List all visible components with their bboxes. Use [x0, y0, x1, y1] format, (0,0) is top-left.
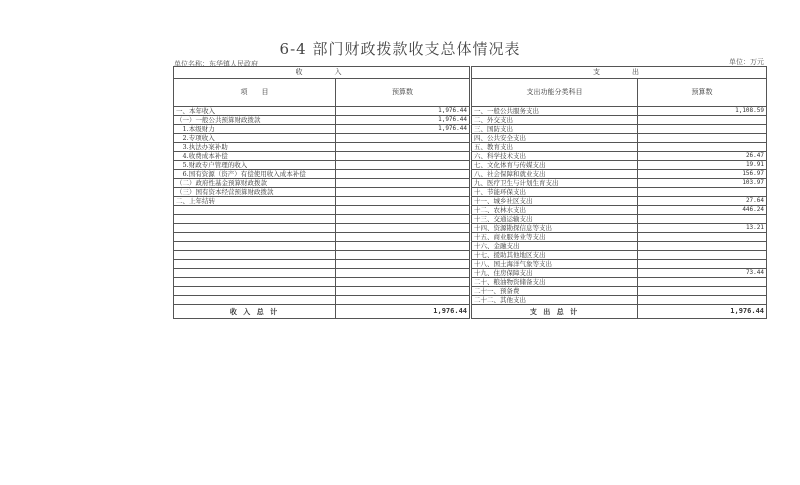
- income-item-cell: [174, 296, 336, 305]
- income-item-cell: [174, 251, 336, 260]
- total-income-value: 1,976.44: [336, 305, 470, 319]
- expense-budget-cell: [638, 116, 767, 125]
- expense-item-cell: 五、教育支出: [472, 143, 638, 152]
- expense-budget-cell: [638, 188, 767, 197]
- table-row: [174, 107, 767, 116]
- income-item-cell: 一、本年收入: [174, 107, 336, 116]
- expense-item-cell: 二十二、其他支出: [472, 296, 638, 305]
- expense-item-cell: 十七、援助其他地区支出: [472, 251, 638, 260]
- expense-budget-cell: [638, 242, 767, 251]
- income-budget-cell: 1,976.44: [336, 125, 470, 134]
- table-row: [174, 116, 767, 125]
- col-budget-left-header: 预算数: [336, 79, 470, 107]
- table-title: 6-4 部门财政拨款收支总体情况表: [279, 40, 521, 58]
- expense-budget-cell: [638, 125, 767, 134]
- expense-item-cell: 三、国防支出: [472, 125, 638, 134]
- income-item-cell: [174, 260, 336, 269]
- expense-budget-cell: 19.91: [638, 161, 767, 170]
- expense-budget-cell: 13.21: [638, 224, 767, 233]
- income-budget-cell: [336, 233, 470, 242]
- expense-item-cell: 六、科学技术支出: [472, 152, 638, 161]
- income-budget-cell: [336, 278, 470, 287]
- income-budget-cell: [336, 152, 470, 161]
- expense-budget-cell: [638, 251, 767, 260]
- expense-item-cell: 二十、粮油物资储备支出: [472, 278, 638, 287]
- expense-item-cell: 八、社会保障和就业支出: [472, 170, 638, 179]
- column-header-row: [174, 79, 767, 107]
- expense-item-cell: 四、公共安全支出: [472, 134, 638, 143]
- expense-budget-cell: [638, 278, 767, 287]
- income-item-cell: （三）国有资本经营预算财政拨款: [174, 188, 336, 197]
- income-item-cell: 4.收费成本补偿: [174, 152, 336, 161]
- table-row: [174, 170, 767, 179]
- income-item-cell: [174, 242, 336, 251]
- expense-budget-cell: 27.64: [638, 197, 767, 206]
- expense-item-cell: 十、节能环保支出: [472, 188, 638, 197]
- income-budget-cell: [336, 287, 470, 296]
- income-header: 收 入: [174, 67, 470, 79]
- income-item-cell: [174, 215, 336, 224]
- expense-item-cell: 十八、国土海洋气象等支出: [472, 260, 638, 269]
- income-budget-cell: [336, 170, 470, 179]
- income-budget-cell: [336, 224, 470, 233]
- expense-item-cell: 一、一般公共服务支出: [472, 107, 638, 116]
- income-budget-cell: [336, 179, 470, 188]
- income-item-cell: 2.专项收入: [174, 134, 336, 143]
- table-row: [174, 134, 767, 143]
- expense-budget-cell: 103.97: [638, 179, 767, 188]
- expense-budget-cell: [638, 143, 767, 152]
- expense-item-cell: 十一、城乡社区支出: [472, 197, 638, 206]
- table-row: [174, 152, 767, 161]
- expense-budget-cell: [638, 260, 767, 269]
- col-budget-right-header: 预算数: [638, 79, 767, 107]
- unit-label: 单位：万元: [729, 58, 764, 66]
- col-item-header: 项 目: [174, 79, 336, 107]
- expense-item-cell: 十六、金融支出: [472, 242, 638, 251]
- income-budget-cell: [336, 188, 470, 197]
- table-row: [174, 278, 767, 287]
- expense-budget-cell: 1,108.59: [638, 107, 767, 116]
- expense-budget-cell: [638, 134, 767, 143]
- table-row: [174, 179, 767, 188]
- income-item-cell: [174, 206, 336, 215]
- income-budget-cell: [336, 161, 470, 170]
- table-row: [174, 242, 767, 251]
- table-row: [174, 296, 767, 305]
- table-row: [174, 251, 767, 260]
- income-item-cell: 3.执法办案补助: [174, 143, 336, 152]
- expense-budget-cell: [638, 287, 767, 296]
- income-budget-cell: [336, 197, 470, 206]
- total-expense-label: 支 出 总 计: [472, 305, 638, 319]
- expense-item-cell: 十三、交通运输支出: [472, 215, 638, 224]
- income-item-cell: （一）一般公共预算财政拨款: [174, 116, 336, 125]
- table-row: [174, 287, 767, 296]
- expense-item-cell: 二十一、预备费: [472, 287, 638, 296]
- table-row: [174, 233, 767, 242]
- expense-item-cell: 十五、商业服务业等支出: [472, 233, 638, 242]
- section-header-row: [174, 67, 767, 79]
- expense-item-cell: 十二、农林水支出: [472, 206, 638, 215]
- table-row: [174, 269, 767, 278]
- total-income-label: 收 入 总 计: [174, 305, 336, 319]
- income-item-cell: [174, 287, 336, 296]
- income-item-cell: [174, 233, 336, 242]
- income-item-cell: （二）政府性基金预算财政拨款: [174, 179, 336, 188]
- table-row: [174, 260, 767, 269]
- expense-budget-cell: [638, 233, 767, 242]
- expense-budget-cell: 446.24: [638, 206, 767, 215]
- fiscal-summary-table: [173, 66, 767, 319]
- total-expense-value: 1,976.44: [638, 305, 767, 319]
- expense-item-cell: 九、医疗卫生与计划生育支出: [472, 179, 638, 188]
- expense-item-cell: 二、外交支出: [472, 116, 638, 125]
- income-budget-cell: [336, 296, 470, 305]
- income-budget-cell: [336, 143, 470, 152]
- expense-item-cell: 十九、住房保障支出: [472, 269, 638, 278]
- table-row: [174, 143, 767, 152]
- income-budget-cell: [336, 215, 470, 224]
- income-budget-cell: [336, 206, 470, 215]
- table-row: [174, 188, 767, 197]
- expense-budget-cell: 26.47: [638, 152, 767, 161]
- income-item-cell: [174, 278, 336, 287]
- income-budget-cell: [336, 242, 470, 251]
- income-item-cell: 1.本级财力: [174, 125, 336, 134]
- income-item-cell: 二、上年结转: [174, 197, 336, 206]
- income-budget-cell: [336, 251, 470, 260]
- income-budget-cell: [336, 134, 470, 143]
- expense-budget-cell: [638, 296, 767, 305]
- expense-budget-cell: [638, 215, 767, 224]
- unit-name: 单位名称：东华镇人民政府: [174, 60, 258, 68]
- income-item-cell: 5.财政专户管理的收入: [174, 161, 336, 170]
- col-category-header: 支出功能分类科目: [472, 79, 638, 107]
- table-row: [174, 197, 767, 206]
- table-row: [174, 125, 767, 134]
- income-budget-cell: 1,976.44: [336, 107, 470, 116]
- expense-budget-cell: 156.97: [638, 170, 767, 179]
- table-row: [174, 224, 767, 233]
- expense-budget-cell: 73.44: [638, 269, 767, 278]
- table-row: [174, 215, 767, 224]
- income-budget-cell: [336, 269, 470, 278]
- income-item-cell: [174, 269, 336, 278]
- table-row: [174, 161, 767, 170]
- total-row: [174, 305, 767, 319]
- expense-header: 支 出: [472, 67, 767, 79]
- income-item-cell: [174, 224, 336, 233]
- income-budget-cell: [336, 260, 470, 269]
- income-budget-cell: 1,976.44: [336, 116, 470, 125]
- expense-item-cell: 十四、资源勘探信息等支出: [472, 224, 638, 233]
- expense-item-cell: 七、文化体育与传媒支出: [472, 161, 638, 170]
- income-item-cell: 6.国有资源（资产）有偿使用收入成本补偿: [174, 170, 336, 179]
- table-row: [174, 206, 767, 215]
